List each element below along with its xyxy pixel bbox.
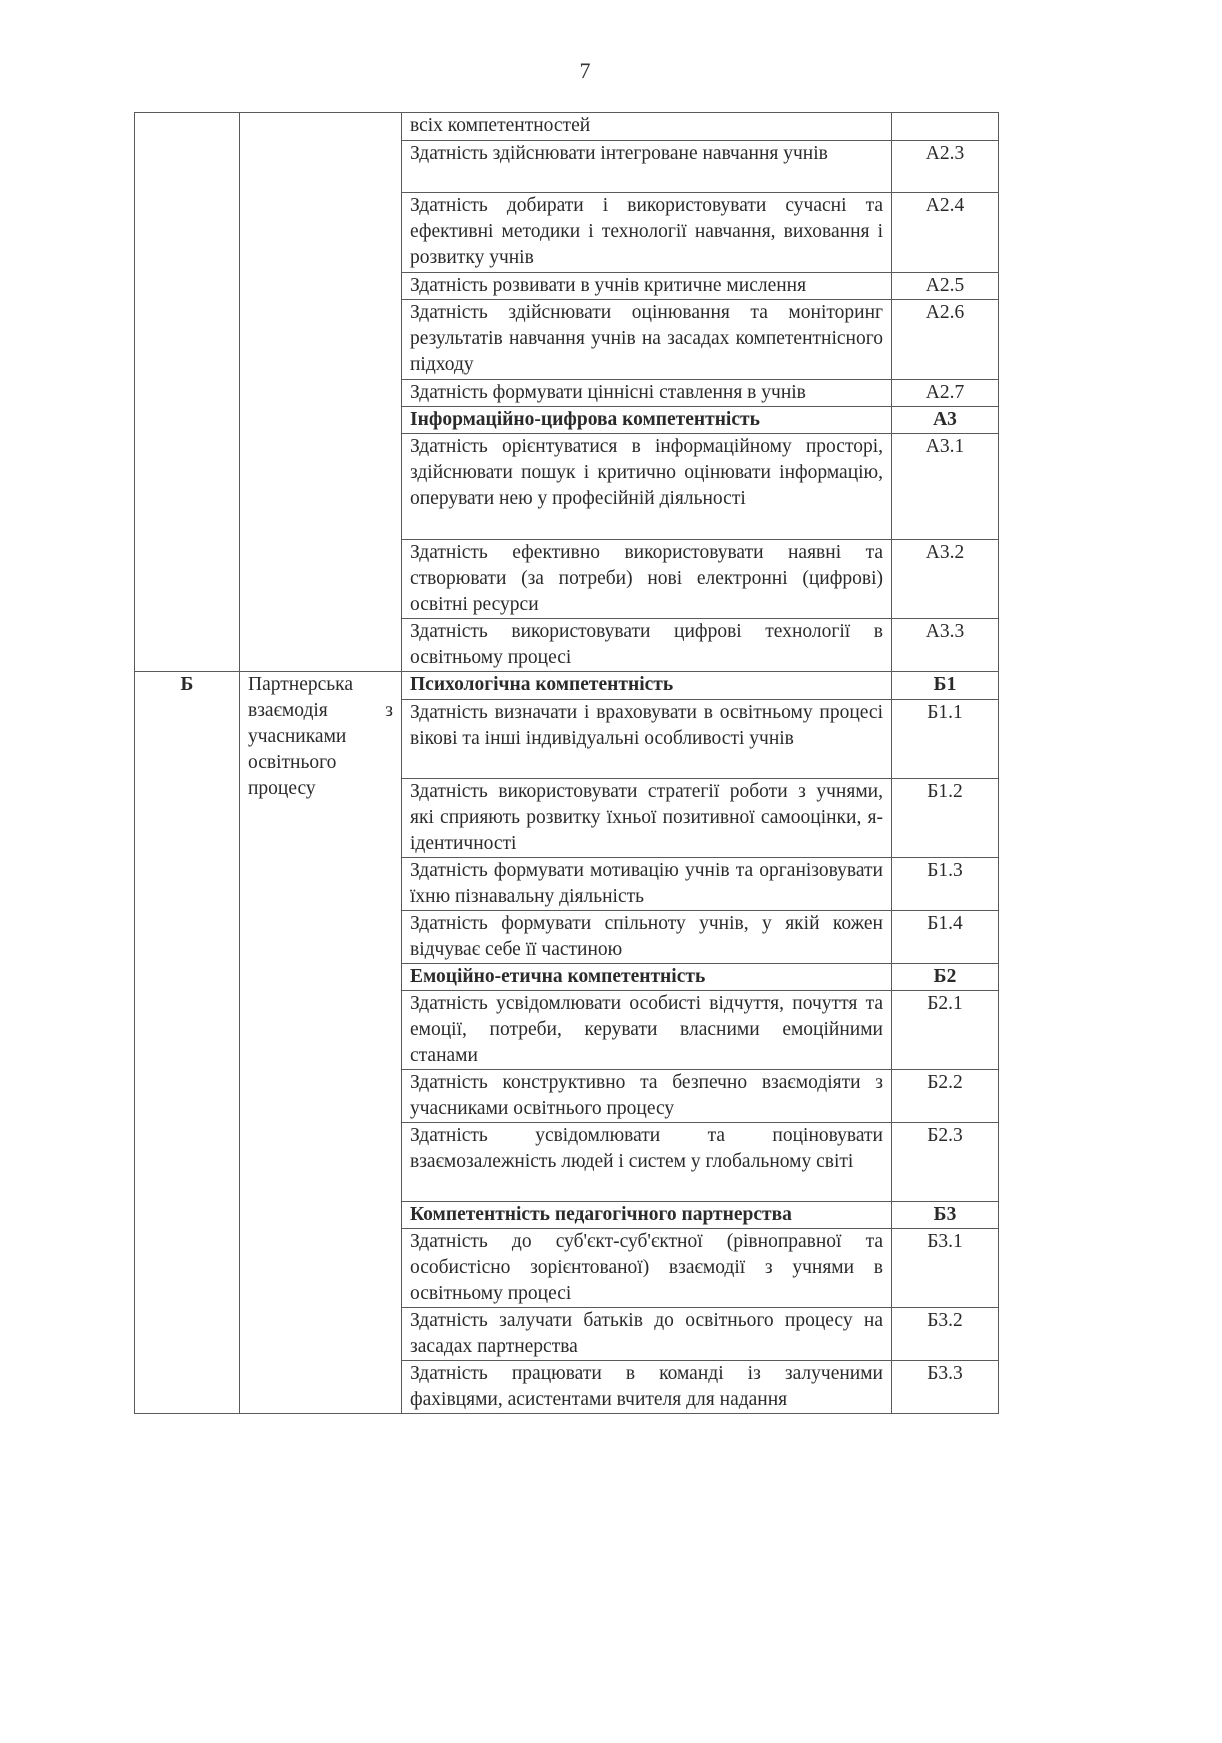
- competency-code: Б2.1: [892, 991, 999, 1070]
- competency-code: Б3.1: [892, 1229, 999, 1308]
- competency-group-title: Компетентність педагогічного партнерства: [402, 1202, 892, 1229]
- competency-code: А2.3: [892, 141, 999, 193]
- competency-description: Здатність визначати і враховувати в освітньому процесі вікові та інші індивідуальні особливості учнів: [402, 700, 892, 779]
- competency-code: Б2.2: [892, 1070, 999, 1123]
- competency-code: А2.4: [892, 193, 999, 273]
- competency-description: Здатність усвідомлювати особисті відчуття, почуття та емоції, потреби, керувати власними емоційними станами: [402, 991, 892, 1070]
- competency-code: А3.3: [892, 619, 999, 672]
- group-title-cell: [240, 672, 402, 1414]
- competency-group-code: А3: [892, 407, 999, 434]
- table-section-heading-row: [135, 672, 999, 700]
- competency-group-title: Емоційно-етична компетентність: [402, 964, 892, 991]
- competency-code: А3.1: [892, 434, 999, 540]
- competency-description: Здатність залучати батьків до освітнього процесу на засадах партнерства: [402, 1308, 892, 1361]
- group-title-cell-continued: [240, 113, 402, 672]
- competency-group-code: Б2: [892, 964, 999, 991]
- competency-description: Здатність використовувати цифрові технології в освітньому процесі: [402, 619, 892, 672]
- competency-group-code: Б3: [892, 1202, 999, 1229]
- competency-description: Здатність формувати спільноту учнів, у якій кожен відчуває себе її частиною: [402, 911, 892, 964]
- group-title-line: Партнерська: [248, 674, 353, 695]
- group-code: Б: [180, 674, 194, 695]
- competency-code: А2.5: [892, 273, 999, 300]
- competency-description: Здатність конструктивно та безпечно взаємодіяти з учасниками освітнього процесу: [402, 1070, 892, 1123]
- competency-description: Здатність формувати мотивацію учнів та організовувати їхню пізнавальну діяльність: [402, 858, 892, 911]
- competency-code: Б2.3: [892, 1123, 999, 1202]
- table-row: [135, 113, 999, 141]
- competency-description: Здатність орієнтуватися в інформаційному просторі, здійснювати пошук і критично оцінювати інформацію, оперувати нею у професійній діяльності: [402, 434, 892, 540]
- group-title-line: учасниками: [248, 726, 347, 747]
- competency-code: Б1.3: [892, 858, 999, 911]
- group-title-word: з: [385, 700, 393, 721]
- competency-description: Здатність здійснювати оцінювання та моніторинг результатів навчання учнів на засадах компетентнісного підходу: [402, 300, 892, 380]
- group-code-cell: [135, 672, 240, 1414]
- group-title-word: взаємодія: [248, 700, 328, 721]
- competency-code: А2.7: [892, 380, 999, 407]
- competency-description: Здатність розвивати в учнів критичне мислення: [402, 273, 892, 300]
- page-number: 7: [579, 58, 591, 83]
- competency-code: Б3.3: [892, 1361, 999, 1414]
- competency-code: А3.2: [892, 540, 999, 619]
- competency-code: [892, 113, 999, 141]
- competency-description: всіх компетентностей: [402, 113, 892, 141]
- competency-description: Здатність до суб'єкт-суб'єктної (рівноправної та особистісно зорієнтованої) взаємодії з учнями в освітньому процесі: [402, 1229, 892, 1308]
- competency-code: Б1.1: [892, 700, 999, 779]
- group-title-line: освітнього: [248, 752, 337, 773]
- competency-code: Б3.2: [892, 1308, 999, 1361]
- group-code-cell-continued: [135, 113, 240, 672]
- competency-description: Здатність добирати і використовувати сучасні та ефективні методики і технології навчання, виховання і розвитку учнів: [402, 193, 892, 273]
- competency-code: Б1.4: [892, 911, 999, 964]
- competency-group-title: Психологічна компетентність: [402, 672, 892, 700]
- competency-code: А2.6: [892, 300, 999, 380]
- competency-description: Здатність формувати ціннісні ставлення в учнів: [402, 380, 892, 407]
- competency-description: Здатність працювати в команді із залученими фахівцями, асистентами вчителя для надання: [402, 1361, 892, 1414]
- competency-description: Здатність усвідомлювати та поціновувати взаємозалежність людей і систем у глобальному світі: [402, 1123, 892, 1202]
- competency-group-code: Б1: [892, 672, 999, 700]
- competency-group-title: Інформаційно-цифрова компетентність: [402, 407, 892, 434]
- competency-description: Здатність здійснювати інтегроване навчання учнів: [402, 141, 892, 193]
- group-title-line: [248, 698, 393, 724]
- competency-description: Здатність ефективно використовувати наявні та створювати (за потреби) нові електронні (цифрові) освітні ресурси: [402, 540, 892, 619]
- competency-table: [134, 112, 999, 1414]
- group-title-line: процесу: [248, 778, 316, 799]
- competency-code: Б1.2: [892, 779, 999, 858]
- competency-description: Здатність використовувати стратегії роботи з учнями, які сприяють розвитку їхньої позитивної самооцінки, я-ідентичності: [402, 779, 892, 858]
